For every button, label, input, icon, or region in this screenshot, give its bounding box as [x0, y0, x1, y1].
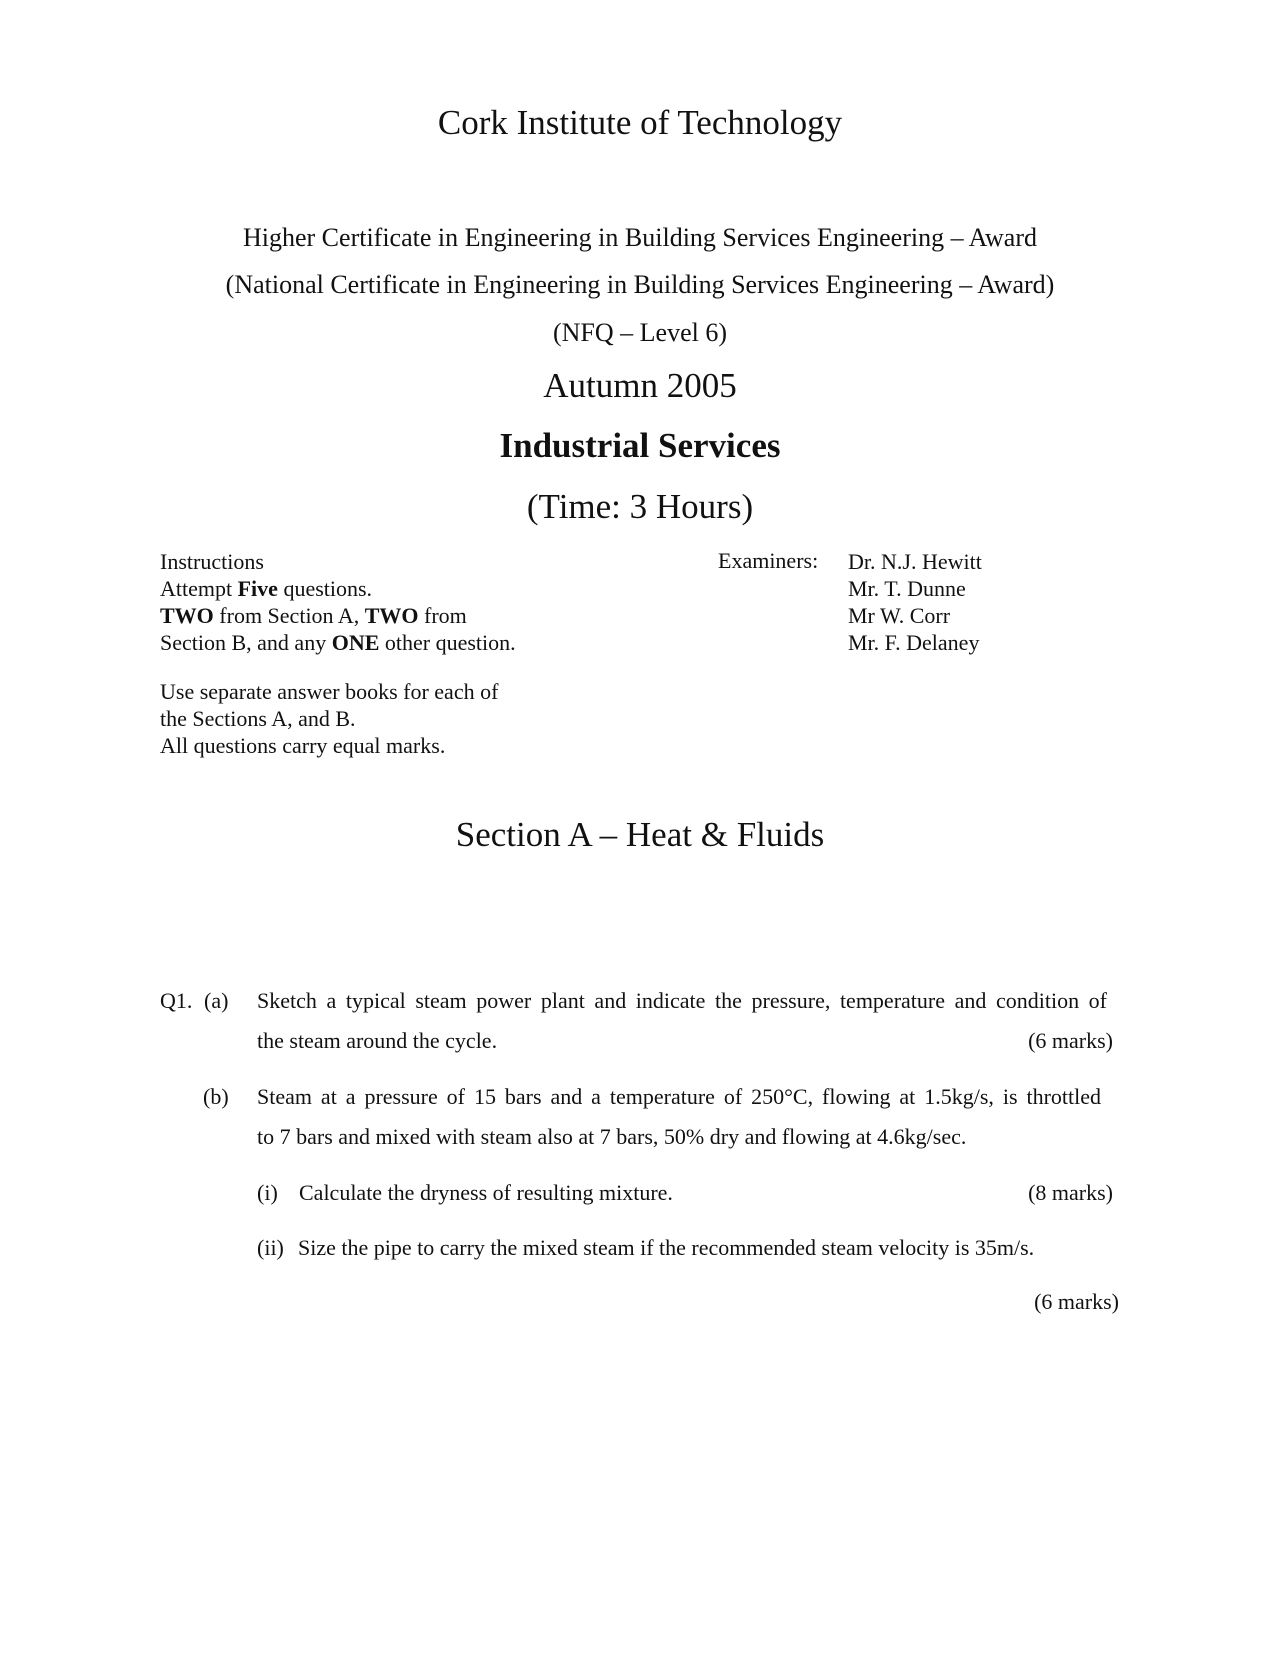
- instruction-line-6: All questions carry equal marks.: [160, 733, 446, 758]
- instruction-emphasis: TWO: [364, 603, 419, 628]
- instruction-emphasis: TWO: [160, 603, 214, 628]
- part-a-marks: (6 marks): [1028, 1028, 1113, 1053]
- subpart-i-label: (i): [257, 1180, 278, 1205]
- instruction-text: Section B, and any: [160, 630, 332, 655]
- instruction-text: from: [418, 603, 467, 628]
- part-b-label: (b): [203, 1084, 229, 1109]
- examiner-name: Dr. N.J. Hewitt: [848, 549, 982, 574]
- subject-title: Industrial Services: [499, 426, 781, 465]
- part-a-label: (a): [204, 988, 229, 1013]
- subpart-i-text: Calculate the dryness of resulting mixture.: [299, 1180, 673, 1205]
- question-number: Q1.: [160, 988, 193, 1013]
- examiner-name: Mr. T. Dunne: [848, 576, 966, 601]
- instruction-line-3: [160, 629, 516, 656]
- examiners-label: Examiners:: [718, 548, 819, 573]
- instruction-text: from Section A,: [213, 603, 365, 628]
- exam-duration: (Time: 3 Hours): [526, 487, 754, 526]
- instructions-heading: Instructions: [160, 549, 264, 574]
- institution-title: Cork Institute of Technology: [437, 103, 843, 142]
- part-a-text-line-2: the steam around the cycle.: [257, 1028, 498, 1053]
- examiner-name: Mr W. Corr: [848, 603, 951, 628]
- examiner-name: Mr. F. Delaney: [848, 630, 980, 655]
- instruction-emphasis: ONE: [331, 630, 380, 655]
- examiners-list: [848, 548, 982, 656]
- exam-term: Autumn 2005: [543, 366, 737, 405]
- part-b-text-line-1: Steam at a pressure of 15 bars and a temperature of 250°C, flowing at 1.5kg/s, is throttled: [257, 1084, 1101, 1109]
- programme-line-1: Higher Certificate in Engineering in Building Services Engineering – Award: [242, 223, 1037, 252]
- part-b-text-line-2: to 7 bars and mixed with steam also at 7 bars, 50% dry and flowing at 4.6kg/sec.: [257, 1124, 967, 1149]
- instruction-text: questions.: [277, 576, 373, 601]
- subpart-i-marks: (8 marks): [1028, 1180, 1113, 1205]
- instruction-text: Attempt: [160, 576, 238, 601]
- subpart-ii-label: (ii): [257, 1235, 284, 1260]
- part-a-text-line-1: Sketch a typical steam power plant and indicate the pressure, temperature and condition of: [257, 988, 1107, 1013]
- instruction-line-5: the Sections A, and B.: [160, 706, 356, 731]
- nfq-level: (NFQ – Level 6): [552, 318, 727, 347]
- programme-line-2: (National Certificate in Engineering in Building Services Engineering – Award): [225, 270, 1055, 299]
- subpart-ii-text: Size the pipe to carry the mixed steam if the recommended steam velocity is 35m/s.: [298, 1235, 1035, 1260]
- section-a-title: Section A – Heat & Fluids: [455, 815, 825, 854]
- instructions-block: [160, 548, 516, 759]
- instruction-line-2: [160, 602, 516, 629]
- instruction-line-4: Use separate answer books for each of: [160, 679, 499, 704]
- instruction-line-1: [160, 575, 516, 602]
- instruction-emphasis: Five: [237, 576, 278, 601]
- instruction-text: other question.: [379, 630, 516, 655]
- subpart-ii-marks: (6 marks): [1034, 1289, 1119, 1314]
